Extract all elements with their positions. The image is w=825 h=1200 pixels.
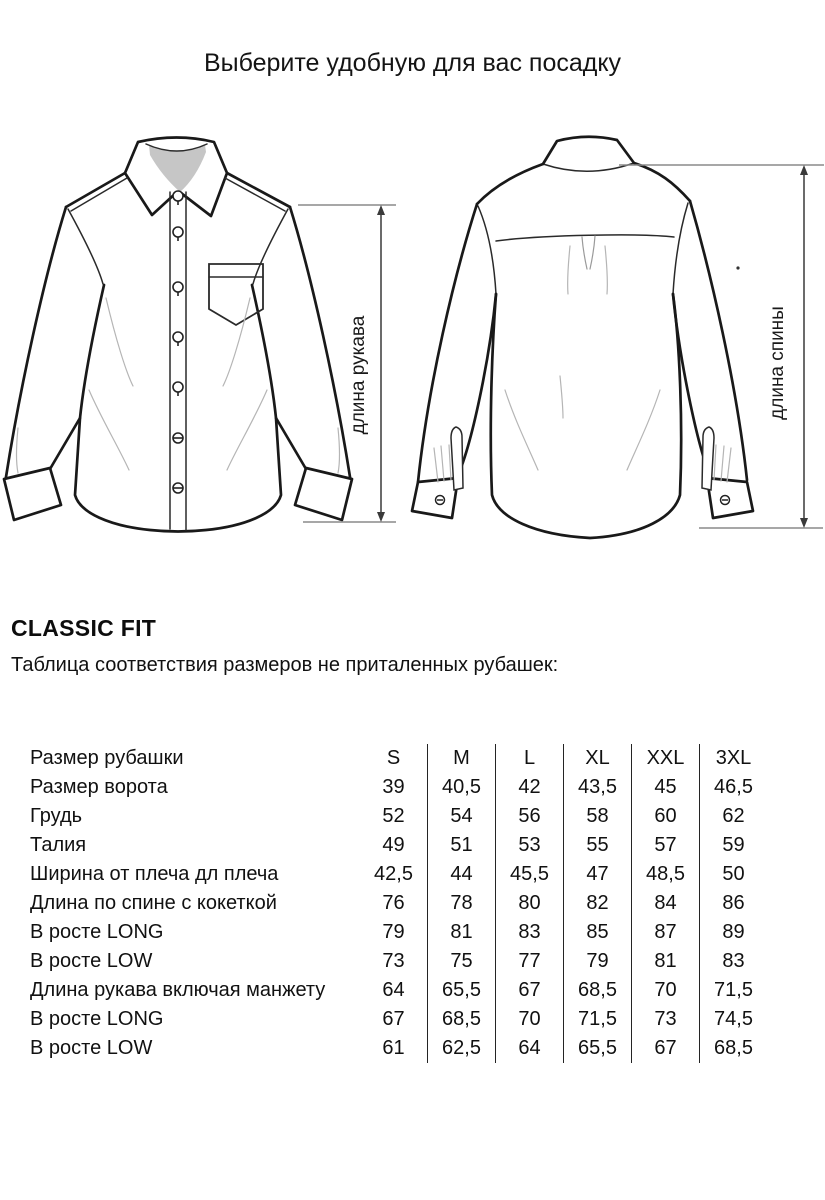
back-cuffs [412,427,753,518]
size-value: 67 [632,1034,700,1063]
size-value: 54 [428,802,496,831]
size-value: 42 [496,773,564,802]
size-column-header: M [428,744,496,773]
size-value: 79 [360,918,428,947]
shirt-front-drawing [0,128,400,580]
size-value: 68,5 [714,1037,753,1059]
row-label: Талия [30,834,87,856]
size-value: 85 [564,918,632,947]
size-value: 83 [496,918,564,947]
size-value: 73 [360,947,428,976]
row-label: В росте LONG [30,1008,164,1030]
size-value: 68,5 [564,976,632,1005]
size-value: 50 [722,863,745,885]
size-value: 79 [564,947,632,976]
size-value: 48,5 [632,860,700,889]
table-header-row [30,744,767,773]
row-label: Ширина от плеча дл плеча [30,863,279,885]
size-value: 67 [496,976,564,1005]
size-value: 60 [632,802,700,831]
back-length-label: длина спины [767,306,788,420]
row-label: Размер ворота [30,776,168,798]
size-value: 76 [360,889,428,918]
size-value: 65,5 [428,976,496,1005]
size-value: 73 [632,1005,700,1034]
size-value: 43,5 [564,773,632,802]
page-title: Выберите удобную для вас посадку [203,49,622,77]
table-row [30,889,767,918]
size-value: 39 [360,773,428,802]
size-value: 74,5 [714,1008,753,1030]
size-value: 64 [496,1034,564,1063]
size-value: 77 [496,947,564,976]
size-value: 71,5 [714,979,753,1001]
table-row [30,918,767,947]
size-value: 70 [496,1005,564,1034]
size-value: 59 [722,834,745,856]
size-value: 45,5 [496,860,564,889]
size-value: 78 [428,889,496,918]
back-collar [543,137,634,172]
yoke [478,203,688,294]
size-value: 68,5 [428,1005,496,1034]
table-row [30,860,767,889]
size-value: 64 [360,976,428,1005]
table-row [30,1034,767,1063]
table-caption: Таблица соответствия размеров не приталенных рубашек: [11,654,559,676]
size-value: 44 [428,860,496,889]
size-value: 58 [564,802,632,831]
size-value: 87 [632,918,700,947]
size-value: 83 [722,950,745,972]
row-label: Длина рукава включая манжету [30,979,326,1001]
shirt-back-drawing [410,126,825,604]
buttons [173,191,183,493]
size-column-header: S [360,744,428,773]
sleeve-length-label: длина рукава [348,315,369,435]
fit-heading: CLASSIC FIT [11,615,157,641]
back-crease-lines [434,246,731,482]
row-label: В росте LOW [30,1037,153,1059]
size-value: 61 [360,1034,428,1063]
size-value: 47 [564,860,632,889]
size-value: 46,5 [714,776,753,798]
row-label: В росте LOW [30,950,153,972]
table-row [30,831,767,860]
table-row [30,1005,767,1034]
size-value: 62,5 [428,1034,496,1063]
table-row [30,947,767,976]
size-value: 57 [632,831,700,860]
size-value: 81 [428,918,496,947]
size-value: 52 [360,802,428,831]
size-column-header: 3XL [715,747,752,769]
size-value: 81 [632,947,700,976]
row-header-label: Размер рубашки [30,747,184,769]
size-value: 80 [496,889,564,918]
size-value: 82 [564,889,632,918]
row-label: Длина по спине с кокеткой [30,892,277,914]
size-value: 65,5 [564,1034,632,1063]
collar-shading [149,145,206,192]
size-value: 71,5 [564,1005,632,1034]
size-value: 75 [428,947,496,976]
table-row [30,773,767,802]
size-value: 67 [360,1005,428,1034]
size-value: 40,5 [428,773,496,802]
size-value: 86 [722,892,745,914]
size-value: 53 [496,831,564,860]
size-value: 55 [564,831,632,860]
size-value: 49 [360,831,428,860]
row-label: Грудь [30,805,83,827]
size-column-header: XXL [632,744,700,773]
table-row [30,802,767,831]
cuffs [4,468,352,520]
size-table-head [30,744,767,773]
size-value: 42,5 [360,860,428,889]
size-value: 51 [428,831,496,860]
size-table-body [30,773,767,1063]
stray-dot [736,266,739,269]
cuff-buttons [436,496,730,505]
size-value: 56 [496,802,564,831]
size-value: 89 [722,921,745,943]
size-value: 45 [632,773,700,802]
size-table [30,744,767,1063]
button-placket [170,191,186,530]
size-value: 62 [722,805,745,827]
table-row [30,976,767,1005]
size-value: 70 [632,976,700,1005]
size-column-header: L [496,744,564,773]
size-column-header: XL [564,744,632,773]
row-label: В росте LONG [30,921,164,943]
size-value: 84 [632,889,700,918]
